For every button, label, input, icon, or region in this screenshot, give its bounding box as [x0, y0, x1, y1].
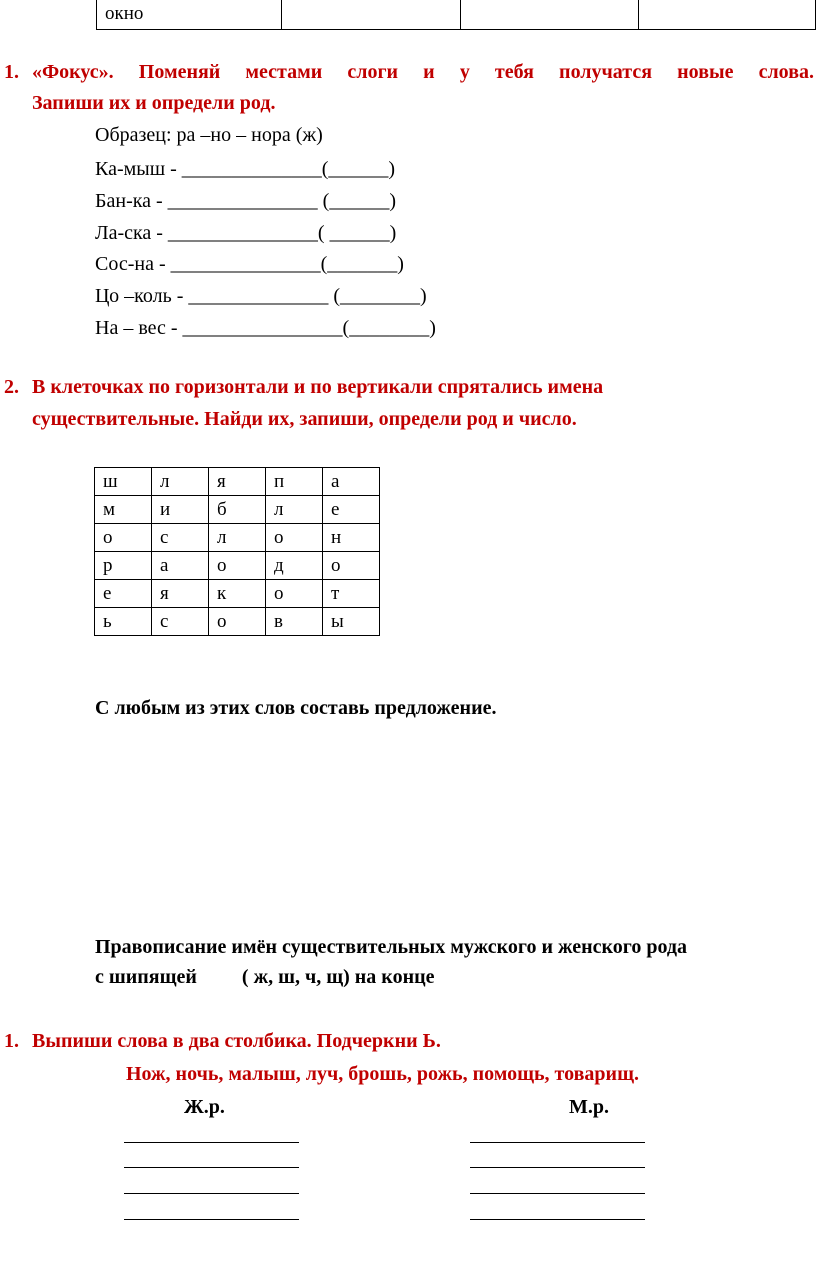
grid-cell: п	[266, 468, 323, 496]
grid-cell: л	[152, 468, 209, 496]
grid-cell: к	[209, 580, 266, 608]
answer-line[interactable]	[470, 1219, 645, 1220]
grid-cell: ь	[95, 608, 152, 636]
grid-cell: о	[266, 580, 323, 608]
grid-cell: о	[95, 524, 152, 552]
letter-grid	[94, 467, 380, 636]
task1-item: Ла-ска - _______________( ______)	[95, 222, 397, 244]
grid-row	[95, 524, 380, 552]
task3-heading: Выпиши слова в два столбика. Подчеркни Ь.	[32, 1030, 441, 1052]
grid-cell: л	[209, 524, 266, 552]
grid-cell: л	[266, 496, 323, 524]
sentence-task: С любым из этих слов составь предложение.	[95, 697, 497, 719]
grid-row	[95, 580, 380, 608]
task1-heading-line1: «Фокус». Поменяй местами слоги и у тебя получатся новые слова.	[32, 61, 814, 83]
grid-row	[95, 608, 380, 636]
section-title-line2: с шипящей ( ж, ш, ч, щ) на конце	[95, 966, 435, 988]
task1-item: Цо –коль - ______________ (________)	[95, 285, 427, 307]
grid-cell: н	[323, 524, 380, 552]
grid-cell: ы	[323, 608, 380, 636]
column-label-masculine: М.р.	[569, 1096, 609, 1118]
task1-item: На – вес - ________________(________)	[95, 317, 436, 339]
grid-cell: б	[209, 496, 266, 524]
table-cell: окно	[97, 0, 282, 30]
section-title-line1: Правописание имён существительных мужского и женского рода	[95, 936, 688, 958]
answer-line[interactable]	[124, 1219, 299, 1220]
answer-line[interactable]	[470, 1142, 645, 1143]
grid-cell: е	[95, 580, 152, 608]
answer-line[interactable]	[470, 1193, 645, 1194]
task2-number: 2.	[4, 376, 19, 398]
grid-cell: е	[323, 496, 380, 524]
column-label-feminine: Ж.р.	[184, 1096, 225, 1118]
task1-item: Ка-мыш - ______________(______)	[95, 158, 396, 180]
answer-line[interactable]	[124, 1167, 299, 1168]
top-table	[96, 0, 816, 30]
task2-heading-line1: В клеточках по горизонтали и по вертикали спрятались имена	[32, 376, 604, 398]
table-cell	[639, 0, 816, 30]
table-cell	[460, 0, 639, 30]
task3-number: 1.	[4, 1030, 19, 1052]
grid-row	[95, 496, 380, 524]
answer-line[interactable]	[124, 1193, 299, 1194]
task1-item: Бан-ка - _______________ (______)	[95, 190, 396, 212]
grid-cell: и	[152, 496, 209, 524]
task1-heading-line2: Запиши их и определи род.	[32, 92, 276, 114]
grid-cell: в	[266, 608, 323, 636]
grid-row	[95, 468, 380, 496]
grid-cell: о	[266, 524, 323, 552]
task3-words: Нож, ночь, малыш, луч, брошь, рожь, помощь, товарищ.	[126, 1063, 639, 1085]
task1-example: Образец: ра –но – нора (ж)	[95, 124, 323, 146]
grid-cell: с	[152, 524, 209, 552]
answer-line[interactable]	[470, 1167, 645, 1168]
grid-cell: р	[95, 552, 152, 580]
grid-cell: я	[152, 580, 209, 608]
grid-cell: о	[323, 552, 380, 580]
grid-cell: о	[209, 552, 266, 580]
grid-cell: о	[209, 608, 266, 636]
grid-row	[95, 552, 380, 580]
grid-cell: т	[323, 580, 380, 608]
table-cell	[281, 0, 460, 30]
grid-cell: ш	[95, 468, 152, 496]
task1-item: Сос-на - _______________(_______)	[95, 253, 404, 275]
grid-cell: я	[209, 468, 266, 496]
grid-cell: д	[266, 552, 323, 580]
answer-line[interactable]	[124, 1142, 299, 1143]
grid-cell: с	[152, 608, 209, 636]
task1-number: 1.	[4, 61, 19, 83]
task2-heading-line2: существительные. Найди их, запиши, определи род и число.	[32, 408, 577, 430]
grid-cell: м	[95, 496, 152, 524]
grid-cell: а	[323, 468, 380, 496]
grid-cell: а	[152, 552, 209, 580]
table-row	[97, 0, 816, 30]
